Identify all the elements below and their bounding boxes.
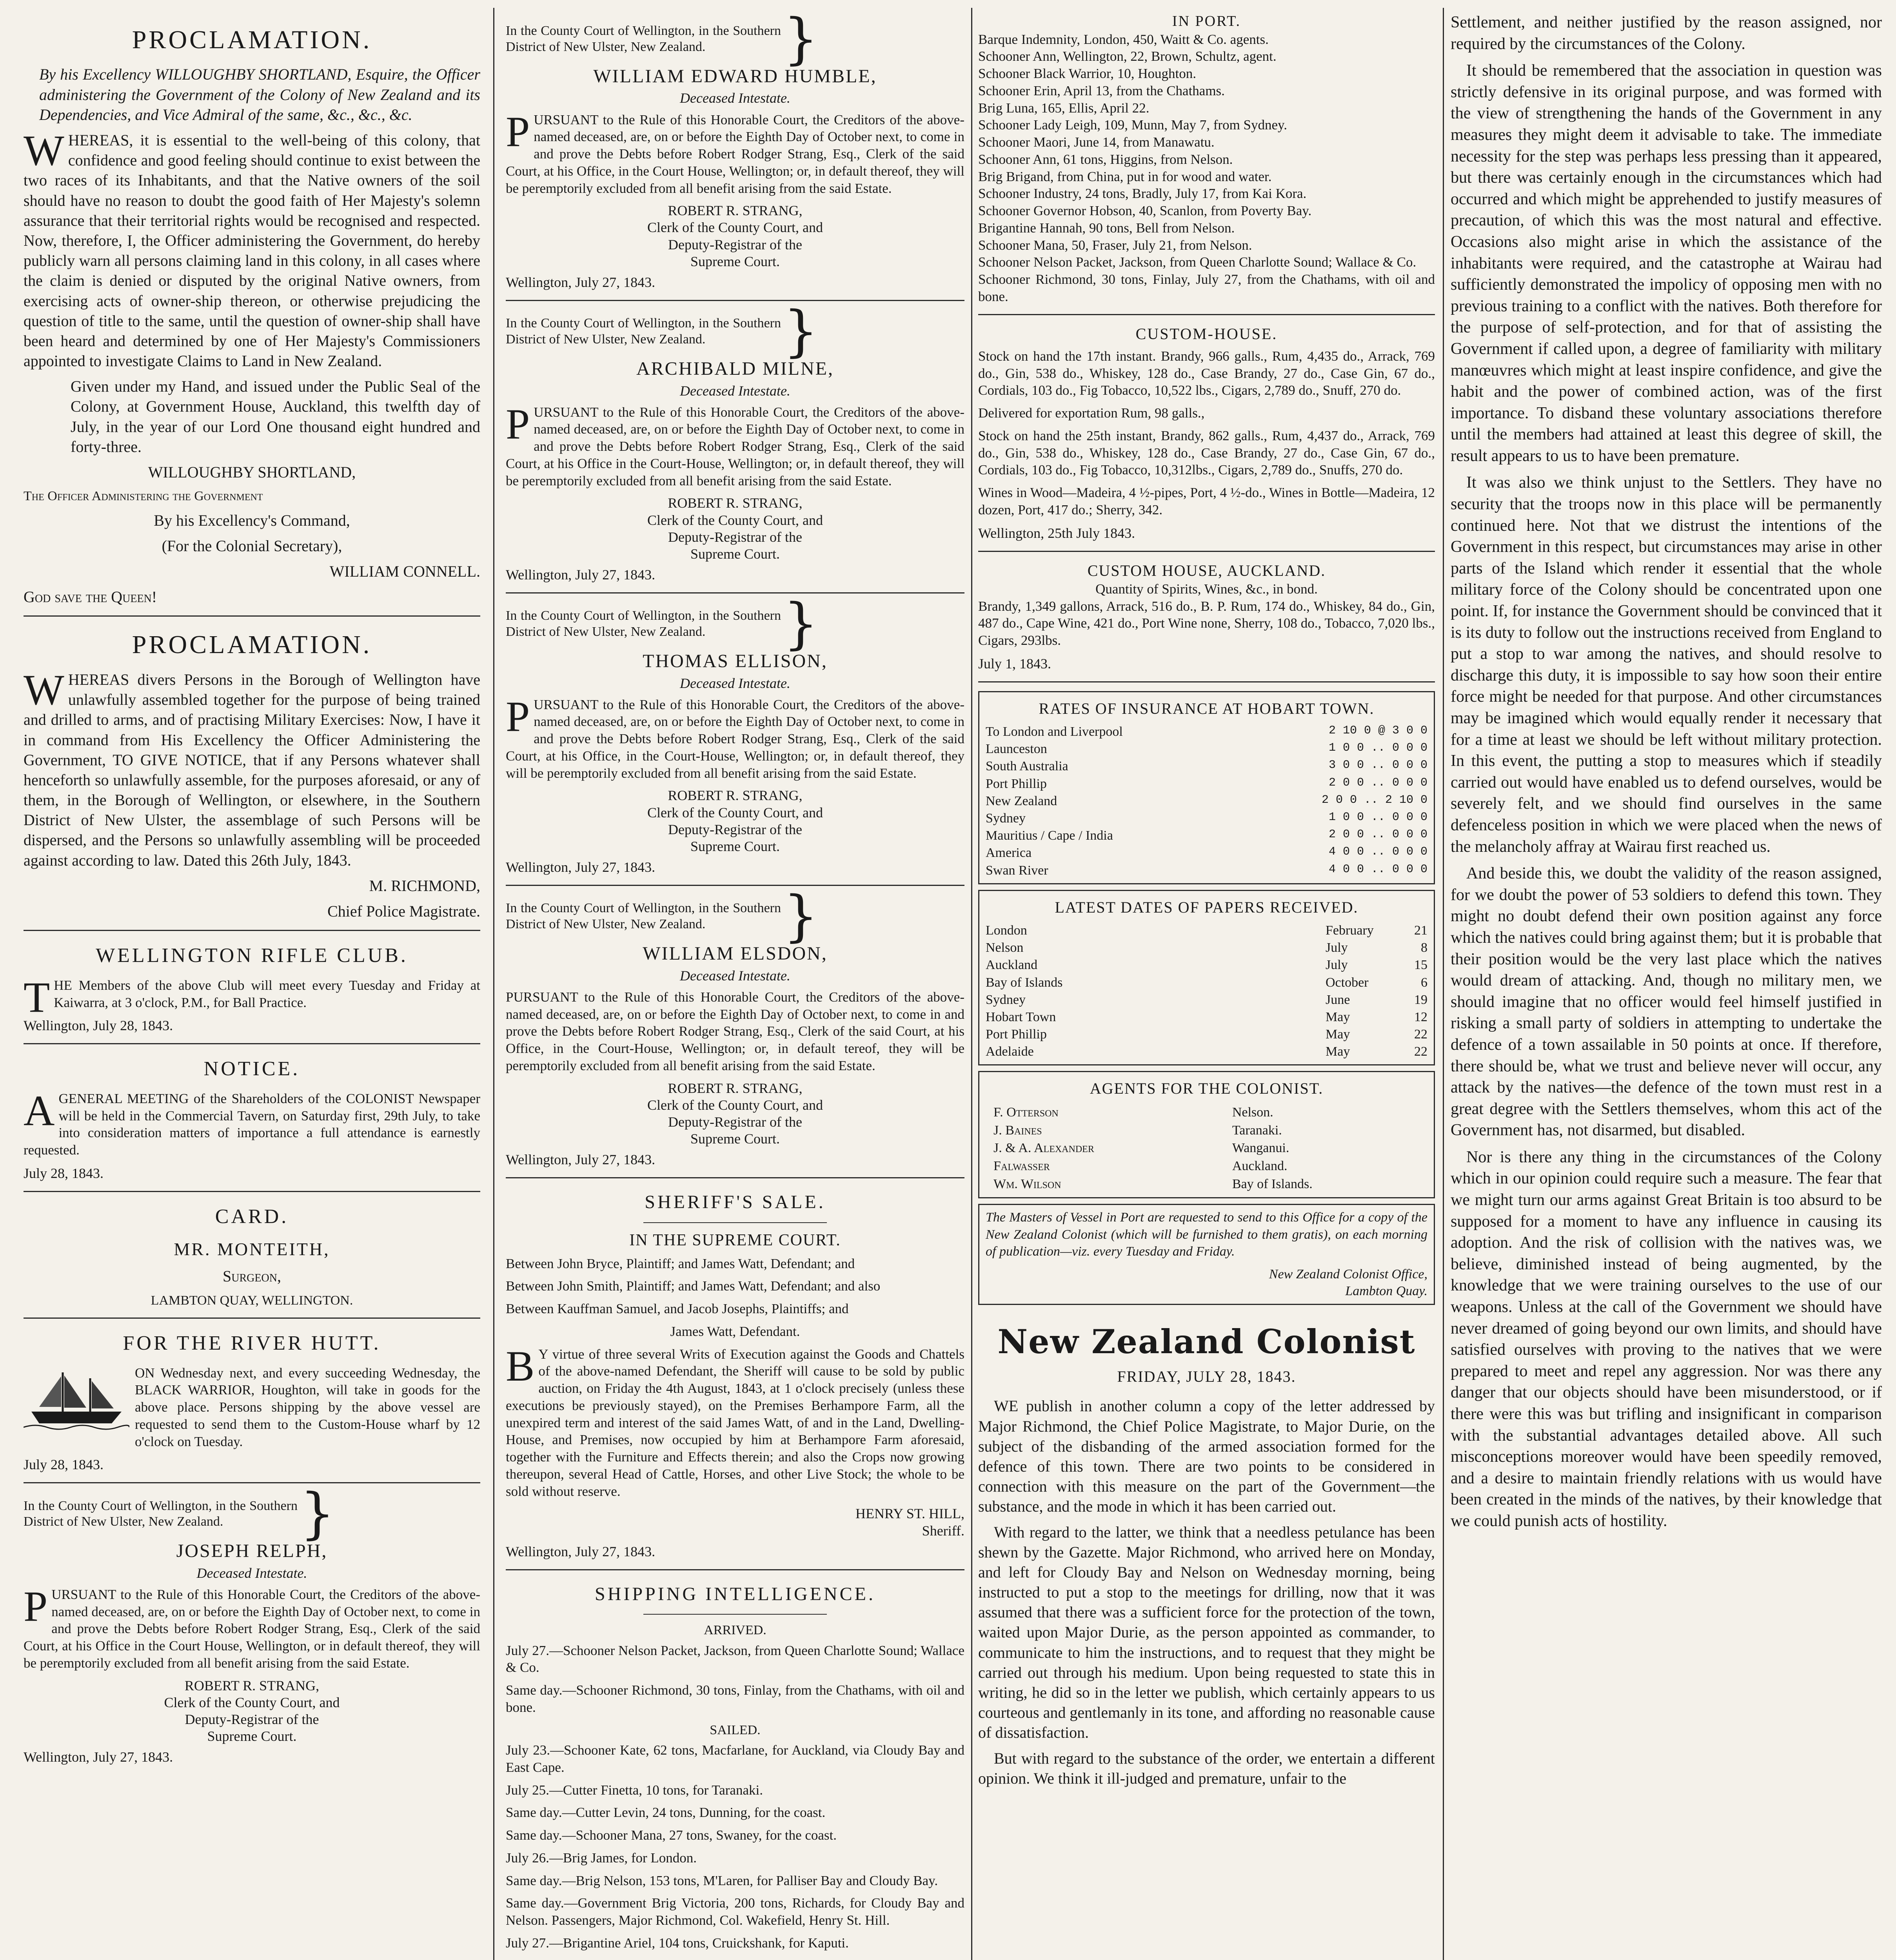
papers-day: 15 xyxy=(1414,958,1427,973)
arrived-heading: ARRIVED. xyxy=(704,1623,766,1638)
agent-name: F. Otterson xyxy=(993,1105,1059,1120)
divider xyxy=(506,300,964,301)
papers-month: July xyxy=(1326,958,1348,973)
agent-row xyxy=(986,1175,1427,1193)
estate-name: THOMAS ELLISON, xyxy=(643,651,828,672)
papers-day: 19 xyxy=(1414,992,1427,1007)
insurance-rate: 2 0 0 .. 0 0 0 xyxy=(1328,776,1427,789)
masters-notice-sig2: Lambton Quay. xyxy=(1345,1284,1427,1299)
shipping-entry: July 25.—Cutter Finetta, 10 tons, for Taranaki. xyxy=(506,1782,763,1798)
divider xyxy=(643,1222,827,1223)
estate-sub: Deceased Intestate. xyxy=(680,383,790,399)
court-text: In the County Court of Wellington, in the Southern District of New Ulster, New Zealand. xyxy=(506,608,781,639)
column-1 xyxy=(24,12,480,1960)
sheriff-sale-title: SHERIFF'S SALE. xyxy=(645,1192,826,1213)
court-text: In the County Court of Wellington, in the Southern District of New Ulster, New Zealand. xyxy=(506,901,781,932)
column-2 xyxy=(506,12,964,1960)
in-port-item: Schooner Maori, June 14, from Manawatu. xyxy=(978,134,1215,150)
divider xyxy=(643,1614,827,1615)
in-port-list xyxy=(978,31,1435,305)
insurance-row xyxy=(986,844,1427,862)
sheriff-case-2: Between John Smith, Plaintiff; and James Watt, Defendant; and also xyxy=(506,1278,881,1294)
custom-house-title: CUSTOM-HOUSE. xyxy=(1135,325,1278,343)
editorial-paragraph: It was also we think unjust to the Settlers. They have no security that the troops now in this place will be permanently continued here. Not that we distrust the intentions of the Government in this respect, but circumstances may arise in other parts of the Island which render it essential that the whole military force of the Colony should be concentrated upon one point. If, for instance the Government should be convinced that it is its duty to follow out the instructions received from England to put a stop to war among the natives, and should resolve to discharge this duty, it is impossible to say how soon their entire force might be needed for that purpose. And other circumstances may be imagined which would equally render it necessary that for a time at least we should be left without military protection. In this event, the putting a stop to measures which if steadily carried out would have enabled us to defend ourselves, would be severely felt, and we should find ourselves in the same defenceless position in which we were placed when the news of the melancholy affray at Wairau first reached us. xyxy=(1451,474,1882,856)
in-port-item: Brigantine Hannah, 90 tons, Bell from Nelson. xyxy=(978,220,1235,236)
masthead: New Zealand Colonist xyxy=(997,1322,1416,1361)
brace-icon: } xyxy=(300,1482,335,1546)
signature xyxy=(506,1080,964,1148)
column-rule-2 xyxy=(971,8,972,1960)
insurance-rate: 3 0 0 .. 0 0 0 xyxy=(1328,759,1427,772)
sailings-list xyxy=(506,1742,964,1952)
agent-name: Wm. Wilson xyxy=(993,1177,1061,1192)
signature-line: Clerk of the County Court, and xyxy=(647,512,823,528)
papers-row xyxy=(986,956,1427,974)
papers-month: July xyxy=(1326,940,1348,955)
proclamation-1-signer: WILLOUGHBY SHORTLAND, xyxy=(148,463,356,481)
river-hutt-title: FOR THE RIVER HUTT. xyxy=(123,1332,381,1355)
brace-icon: } xyxy=(783,884,819,949)
proclamation-1-title: PROCLAMATION. xyxy=(132,25,372,54)
papers-row xyxy=(986,939,1427,956)
insurance-row xyxy=(986,827,1427,844)
signature xyxy=(506,202,964,270)
insurance-rate: 2 0 0 .. 0 0 0 xyxy=(1328,828,1427,842)
signature-line: HENRY ST. HILL, xyxy=(855,1506,964,1522)
insurance-title: RATES OF INSURANCE AT HOBART TOWN. xyxy=(1039,699,1375,717)
proclamation-1-byline: By his Excellency WILLOUGHBY SHORTLAND, Esquire, the Officer administering the Government of the Colony of New Zealand and its Dependencies, and Vice Admiral of the same, &c., &c., &c. xyxy=(39,65,480,123)
proclamation-2-body: WHEREAS divers Persons in the Borough of Wellington have unlawfully assembled together for the purpose of being trained and drilled to arms, and of practising Military Exercises: Now, I have it in command from His Excellency the Officer Administering the Government, TO GIVE NOTICE, that if any Persons whatever shall henceforth so unlawfully assemble, for the purposes aforesaid, or any of them, in the Borough of Wellington, or elsewhere, in the Southern District of New Ulster, the assemblage of such Persons will be dispersed, and the Persons so unlawfully assembling will be proceeded against according to law. Dated this 26th July, 1843. xyxy=(24,666,480,869)
card-name: MR. MONTEITH, xyxy=(174,1239,330,1259)
papers-place: Hobart Town xyxy=(986,1009,1056,1024)
papers-place: London xyxy=(986,923,1027,938)
papers-day: 21 xyxy=(1414,923,1427,938)
in-port-item: Schooner Mana, 50, Fraser, July 21, from Nelson. xyxy=(978,237,1252,253)
divider xyxy=(24,1191,480,1192)
custom-house-date: Wellington, 25th July 1843. xyxy=(978,525,1135,541)
signature-line: Deputy-Registrar of the xyxy=(668,529,802,545)
auckland-custom-sub: Quantity of Spirits, Wines, &c., in bond. xyxy=(1095,581,1318,597)
signature-line: Supreme Court. xyxy=(690,838,780,855)
notice-date: July 28, 1843. xyxy=(24,1165,104,1181)
sheriff-date: Wellington, July 27, 1843. xyxy=(506,1543,656,1559)
proclamation-1-connell: WILLIAM CONNELL. xyxy=(329,563,480,581)
divider xyxy=(978,314,1435,315)
card-place: LAMBTON QUAY, WELLINGTON. xyxy=(151,1293,353,1308)
signature-line: Deputy-Registrar of the xyxy=(185,1711,319,1728)
estate-body: PURSUANT to the Rule of this Honorable Court, the Creditors of the above-named deceased, are, on or before the Eighth Day of October next, to come in and prove the Debts before Robert Rodger Strang, Esq., Clerk of the said Court, at his Office in the Court-House, Wellington; or, in default thereof, they will be peremptorily excluded from all benefit arising from the said Estate. xyxy=(506,400,964,488)
shipping-entry: July 27.—Brigantine Ariel, 104 tons, Cruickshank, for Kaputi. xyxy=(506,1935,849,1951)
estate-sub: Deceased Intestate. xyxy=(196,1565,307,1581)
shipping-entry: Same day.—Schooner Mana, 27 tons, Swaney, for the coast. xyxy=(506,1828,837,1843)
signature xyxy=(506,787,964,855)
papers-month: June xyxy=(1326,992,1350,1007)
in-port-item: Schooner Black Warrior, 10, Houghton. xyxy=(978,66,1197,82)
papers-place: Port Phillip xyxy=(986,1027,1047,1042)
brace-icon: } xyxy=(783,592,819,656)
notice-title: NOTICE. xyxy=(203,1058,300,1080)
card-title: CARD. xyxy=(215,1205,289,1228)
shipping-entry: July 27.—Schooner Nelson Packet, Jackson, from Queen Charlotte Sound; Wallace & Co. xyxy=(506,1642,964,1675)
insurance-dest: South Australia xyxy=(986,759,1068,774)
in-port-item: Schooner Lady Leigh, 109, Munn, May 7, from Sydney. xyxy=(978,117,1288,133)
signature-line: Clerk of the County Court, and xyxy=(647,1097,823,1113)
auckland-custom-date: July 1, 1843. xyxy=(978,655,1052,671)
signature-line: Deputy-Registrar of the xyxy=(668,821,802,837)
agent-row xyxy=(986,1157,1427,1175)
estate-date: Wellington, July 27, 1843. xyxy=(506,859,656,875)
insurance-row xyxy=(986,775,1427,793)
notice-body: AGENERAL MEETING of the Shareholders of the COLONIST Newspaper will be held in the Commercial Tavern, on Saturday first, 29th July, to take into consideration matters of importance a full attendance is earnestly requested. xyxy=(24,1086,480,1158)
estate-body: PURSUANT to the Rule of this Honorable Court, the Creditors of the above-named deceased, are, on or before the Eighth Day of October next, to come in and prove the Debts before Robert Rodger Strang, Esq., Clerk of the said Court, at his Office, in the Court-House, Wellington; or, in default tereof, they will be peremptorily excluded from all benefit arising from the said Estate. xyxy=(506,989,964,1073)
ship-icon xyxy=(24,1365,129,1431)
column-4 xyxy=(1451,12,1882,1960)
card-role: Surgeon, xyxy=(223,1267,281,1285)
sheriff-case-4: James Watt, Defendant. xyxy=(670,1323,800,1339)
papers-place: Bay of Islands xyxy=(986,975,1063,990)
insurance-rate: 1 0 0 .. 0 0 0 xyxy=(1328,811,1427,824)
shipping-entry: July 23.—Schooner Kate, 62 tons, Macfarlane, for Auckland, via Cloudy Bay and East Cape. xyxy=(506,1742,964,1775)
insurance-dest: America xyxy=(986,846,1032,860)
custom-house-p3: Stock on hand the 25th instant, Brandy, 862 galls., Rum, 4,437 do., Arrack, 769 do., Gin, 538 do., Whiskey, 128 do., Case Brandy, 27 do., Case Gin, 67 do., Cordials, 103 do., Fig Tobacco, 10,312lbs., Cigars, 2,789 do., Snuffs, 270 do. xyxy=(978,428,1435,478)
papers-table xyxy=(978,890,1435,1066)
insurance-row xyxy=(986,862,1427,879)
divider xyxy=(24,1318,480,1319)
agents-title: AGENTS FOR THE COLONIST. xyxy=(1090,1080,1324,1098)
proclamation-1-signer-title: The Officer Administering the Government xyxy=(24,489,263,504)
signature-line: Supreme Court. xyxy=(690,546,780,562)
estate-sub: Deceased Intestate. xyxy=(680,967,790,984)
shipping-entry: Same day.—Schooner Richmond, 30 tons, Finlay, from the Chathams, with oil and bone. xyxy=(506,1682,964,1715)
papers-place: Adelaide xyxy=(986,1044,1034,1059)
signature xyxy=(506,495,964,563)
estate-sub: Deceased Intestate. xyxy=(680,675,790,691)
papers-row xyxy=(986,922,1427,939)
editorial-paragraph: Settlement, and neither justified by the reason assigned, nor required by the circumstances of the Colony. xyxy=(1451,13,1882,53)
estate-date: Wellington, July 27, 1843. xyxy=(506,274,656,290)
court-header xyxy=(506,884,964,949)
shipping-title: SHIPPING INTELLIGENCE. xyxy=(595,1583,875,1604)
insurance-dest: Mauritius / Cape / India xyxy=(986,828,1113,843)
agent-row xyxy=(986,1103,1427,1122)
insurance-rate: 2 10 0 @ 3 0 0 xyxy=(1328,724,1427,738)
divider xyxy=(506,592,964,593)
estate-body: PURSUANT to the Rule of this Honorable Court, the Creditors of the above-named deceased, are, on or before the Eighth Day of October next, to come in and prove the Debts before Robert Rodger Strang, Esq., Clerk of the said Court, at his Office, in the Court House, Wellington; or, in default thereof, they will be peremptorily excluded from all benefit arising from the said Estate. xyxy=(506,107,964,196)
divider xyxy=(24,1043,480,1044)
in-port-item: Schooner Ann, Wellington, 22, Brown, Schultz, agent. xyxy=(978,49,1277,64)
estate-date: Wellington, July 27, 1843. xyxy=(24,1749,173,1765)
editorial-paragraph: WE publish in another column a copy of the letter addressed by Major Richmond, the Chief Police Magistrate, to Major Durie, on the subject of the disbanding of the armed association formed for the defence of this town. There are two points to be considered in connection with this measure on the part of the Government—the substance, and the mode in which it has been carried out. xyxy=(978,1397,1435,1515)
estate-date: Wellington, July 27, 1843. xyxy=(506,567,656,583)
shipping-entry: Same day.—Government Brig Victoria, 200 tons, Richards, for Cloudy Bay and Nelson. Passengers, Major Richmond, Col. Wakefield, Henry St. Hill. xyxy=(506,1895,964,1928)
auckland-custom-body: Brandy, 1,349 gallons, Arrack, 516 do., B. P. Rum, 174 do., Whiskey, 84 do., Gin, 487 do., Cape Wine, 421 do., Port Wine none, Sherry, 108 do., Tobacco, 7,020 lbs., Cigars, 293lbs. xyxy=(978,598,1435,648)
insurance-dest: Port Phillip xyxy=(986,776,1047,791)
estate-date: Wellington, July 27, 1843. xyxy=(506,1152,656,1168)
insurance-row xyxy=(986,810,1427,827)
in-port-item: Schooner Richmond, 30 tons, Finlay, July 27, from the Chathams, with oil and bone. xyxy=(978,272,1435,304)
papers-month: May xyxy=(1326,1009,1350,1024)
papers-month: October xyxy=(1326,975,1369,990)
insurance-rate: 2 0 0 .. 2 10 0 xyxy=(1321,793,1427,807)
estate-name: WILLIAM ELSDON, xyxy=(643,943,828,964)
agent-name: J. Baines xyxy=(993,1123,1042,1138)
insurance-dest: Sydney xyxy=(986,811,1026,826)
masters-notice xyxy=(978,1204,1435,1305)
court-header xyxy=(506,299,964,364)
in-port-item: Brig Luna, 165, Ellis, April 22. xyxy=(978,100,1150,116)
insurance-row xyxy=(986,740,1427,758)
sailed-heading: SAILED. xyxy=(710,1722,761,1737)
divider xyxy=(506,1569,964,1570)
divider xyxy=(24,930,480,931)
arrivals-list xyxy=(506,1642,964,1716)
editorial-paragraph: Nor is there any thing in the circumstances of the Colony which in our opinion could require such a measure. The fear that we might turn our arms against Great Britain is too absurd to be supposed for a moment to have any influence in causing its adoption. And the risk of collision with the natives was, we believe, diminished instead of being augmented, by the knowledge that we were training ourselves to the use of our weapons. Unless at the call of the Government we should have never dreamed of going beyond our own limits, and should have satisfied ourselves with proving to the natives that we were prepared to meet and repel any aggression. Nor was there any danger that our objects should have been misunderstood, or if there were this was but trifling and insignificant in comparison with the substantial advantages detailed above. All such misconceptions moreover would have been speedily removed, and a desire to maintain friendly relations with us would have been created in the minds of the natives, by their knowledge that we could punish acts of hostility. xyxy=(1451,1148,1882,1530)
divider xyxy=(24,615,480,617)
insurance-rate: 4 0 0 .. 0 0 0 xyxy=(1328,845,1427,859)
estate-name: WILLIAM EDWARD HUMBLE, xyxy=(593,66,877,87)
agent-row xyxy=(986,1139,1427,1157)
papers-day: 6 xyxy=(1421,975,1427,990)
papers-month: May xyxy=(1326,1027,1350,1042)
in-port-item: Brig Brigand, from China, put in for wood and water. xyxy=(978,169,1272,184)
signature-line: Clerk of the County Court, and xyxy=(647,804,823,820)
papers-day: 22 xyxy=(1414,1044,1427,1059)
papers-row xyxy=(986,974,1427,991)
insurance-table xyxy=(978,691,1435,884)
estate-name: ARCHIBALD MILNE, xyxy=(636,358,834,379)
sheriff-case-3: Between Kauffman Samuel, and Jacob Josephs, Plaintiffs; and xyxy=(506,1301,849,1317)
papers-place: Nelson xyxy=(986,940,1024,955)
signature-line: Clerk of the County Court, and xyxy=(647,220,823,236)
estate-body: PURSUANT to the Rule of this Honorable Court, the Creditors of the above-named deceased, are, on or before the Eighth Day of October next, to come in and prove the Debts before Robert Rodger Strang, Esq., Clerk of the said Court, at his Office, in the Court-House, Wellington; or, in default thereof, they will be peremptorily excluded from all benefit arising from the said Estate. xyxy=(506,692,964,781)
proclamation-1-command: By his Excellency's Command, xyxy=(154,511,350,529)
auckland-custom-title: CUSTOM HOUSE, AUCKLAND. xyxy=(1087,561,1326,579)
agent-place: Nelson. xyxy=(1232,1105,1273,1120)
editorial-paragraph: It should be remembered that the association in question was strictly defensive in its original purpose, and was formed with the view of strengthening the hands of the Government in any measures they might deem it advisable to take. The immediate necessity for the step was perhaps less pressing than it appeared, but there was certainly enough in the circumstances which had occurred and which might be apprehended to justify measures of precaution, of which this was the most natural and effective. Occasions also might arise in which the assistance of the inhabitants were required, and the catastrophe at Wairau had sufficiently demonstrated the impolicy of opposing men with no previous training to a conflict with the natives. Both therefore for the purpose of self-protection, and for that of assisting the Government if called upon, a degree of familiarity with military manœuvres which might at least inspire confidence, and give the habit and the power of combined action, was of the first importance. To disband these voluntary associations therefore until the members had attained at least this degree of skill, the result appears to us to have been premature. xyxy=(1451,62,1882,465)
signature-line: ROBERT R. STRANG, xyxy=(668,1080,803,1096)
proclamation-2-signer-title: Chief Police Magistrate. xyxy=(327,902,480,920)
insurance-row xyxy=(986,793,1427,810)
signature-line: Sheriff. xyxy=(922,1523,964,1539)
shipping-entry: Same day.—Brig Nelson, 153 tons, M'Laren, for Palliser Bay and Cloudy Bay. xyxy=(506,1873,938,1888)
signature-line: Supreme Court. xyxy=(690,1131,780,1147)
custom-house-p4: Wines in Wood—Madeira, 4 ½-pipes, Port, 4 ½-do., Wines in Bottle—Madeira, 12 dozen, Port, 417 do.; Sherry, 342. xyxy=(978,485,1435,517)
papers-day: 12 xyxy=(1414,1009,1427,1024)
court-header xyxy=(24,1482,480,1546)
river-hutt-body: ON Wednesday next, and every succeeding Wednesday, the BLACK WARRIOR, Houghton, will take in goods for the above place. Persons shipping by the above vessel are requested to send them to the Custom-House wharf by 12 o'clock on Tuesday. xyxy=(135,1365,480,1449)
proclamation-1-god-save: God save the Queen! xyxy=(24,588,157,606)
shipping-entry: Same day.—Cutter Levin, 24 tons, Dunning, for the coast. xyxy=(506,1805,826,1820)
brace-icon: } xyxy=(783,12,819,71)
papers-month: May xyxy=(1326,1044,1350,1059)
insurance-rate: 4 0 0 .. 0 0 0 xyxy=(1328,862,1427,876)
brace-icon: } xyxy=(783,299,819,364)
proclamation-2-title: PROCLAMATION. xyxy=(132,630,372,659)
signature-line: ROBERT R. STRANG, xyxy=(184,1677,320,1693)
signature-line: ROBERT R. STRANG, xyxy=(668,203,803,219)
in-port-item: Schooner Governor Hobson, 40, Scanlon, from Poverty Bay. xyxy=(978,203,1312,219)
sheriff-body: BY virtue of three several Writs of Execution against the Goods and Chattels of the above-named Defendant, the Sheriff will cause to be sold by public auction, on Friday the 4th August, 1843, at 1 o'clock precisely (unless these executions be previously stayed), on the Premises Berhampore Farm, all the unexpired term and interest of the said James Watt, of and in the Land, Dwelling-House, and Premises, now occupied by him at Berhampore Farm aforesaid, together with the Furniture and Effects therein; and also the Crops now growing thereupon, several Head of Cattle, Horses, and other Live Stock; the whole to be sold without reserve. xyxy=(506,1342,964,1499)
editorial-paragraph: With regard to the latter, we think that a needless petulance has been shewn by the Gazette. Major Richmond, who arrived here on Monday, and left for Cloudy Bay and Nelson on Wednesday morning, being instructed to put a stop to the meetings for drilling, now that it was assumed that there was a sufficient force for the protection of the town, waited upon Major Durie, as the person appointed as commander, to communicate to him the instructions, and to request that they might be carried out through his medium. Upon being requested to state this in writing, he did so in the letter we publish, which certainly appears to us courteous and gentlemanly in its tone, and affording no reasonable cause of dissatisfaction. xyxy=(978,1523,1435,1742)
column-rule-1 xyxy=(493,8,494,1960)
papers-title: LATEST DATES OF PAPERS RECEIVED. xyxy=(1055,898,1358,916)
insurance-rate: 1 0 0 .. 0 0 0 xyxy=(1328,741,1427,755)
rifle-club-body: THE Members of the above Club will meet every Tuesday and Friday at Kaiwarra, at 3 o'clock, P.M., for Ball Practice. xyxy=(24,973,480,1021)
court-header xyxy=(506,592,964,656)
divider xyxy=(24,1482,480,1483)
in-port-item: Schooner Nelson Packet, Jackson, from Queen Charlotte Sound; Wallace & Co. xyxy=(978,254,1417,270)
estate-sub: Deceased Intestate. xyxy=(680,90,790,106)
column-3 xyxy=(978,12,1435,1960)
insurance-row xyxy=(986,723,1427,740)
signature-line: Supreme Court. xyxy=(690,253,780,269)
river-hutt-date: July 28, 1843. xyxy=(24,1457,104,1473)
in-port-title: IN PORT. xyxy=(1172,13,1241,29)
divider xyxy=(978,681,1435,682)
estate-body: PURSUANT to the Rule of this Honorable Court, the Creditors of the above-named deceased, are, on or before the Eighth Day of October next, to come in and prove the Debts before Robert Rodger Strang, Esq., Clerk of the said Court, at his Office in the Court House, Wellington, or in default thereof, they will be peremptorily excluded from all benefit arising from the said Estate. xyxy=(24,1582,480,1671)
in-port-item: Schooner Erin, April 13, from the Chathams. xyxy=(978,83,1225,98)
divider xyxy=(506,1177,964,1178)
divider xyxy=(506,885,964,886)
signature-line: ROBERT R. STRANG, xyxy=(668,495,803,511)
proclamation-1-for-sec: (For the Colonial Secretary), xyxy=(162,537,342,555)
in-port-item: Schooner Ann, 61 tons, Higgins, from Nelson. xyxy=(978,151,1233,167)
proclamation-2-signer: M. RICHMOND, xyxy=(369,877,480,895)
column-rule-3 xyxy=(1443,8,1444,1960)
in-port-item: Barque Indemnity, London, 450, Waitt & Co. agents. xyxy=(978,31,1269,47)
papers-row xyxy=(986,991,1427,1009)
court-text: In the County Court of Wellington, in the Southern District of New Ulster, New Zealand. xyxy=(506,24,781,54)
papers-place: Sydney xyxy=(986,992,1026,1007)
insurance-dest: Launceston xyxy=(986,742,1047,757)
shipping-entry: July 26.—Brig James, for London. xyxy=(506,1850,697,1866)
agent-place: Wanganui. xyxy=(1232,1141,1289,1156)
agent-name: J. & A. Alexander xyxy=(993,1141,1094,1156)
signature-line: ROBERT R. STRANG, xyxy=(668,788,803,804)
divider xyxy=(978,551,1435,552)
agent-row xyxy=(986,1122,1427,1140)
rifle-club-title: WELLINGTON RIFLE CLUB. xyxy=(96,944,408,967)
agents-table xyxy=(978,1071,1435,1198)
custom-house-p1: Stock on hand the 17th instant. Brandy, 966 galls., Rum, 4,435 do., Arrack, 769 do., Gin, 538 do., Whiskey, 128 do., Case Brandy, 27 do., Case Gin, 67 do., Cordials, 103 do., Fig Tobacco, 10,522 lbs., Cigars, 2,789 do., Snuff, 270 do. xyxy=(978,348,1435,398)
sheriff-case-1: Between John Bryce, Plaintiff; and James Watt, Defendant; and xyxy=(506,1256,855,1271)
agent-place: Bay of Islands. xyxy=(1232,1177,1313,1192)
agent-name: Falwasser xyxy=(993,1159,1050,1174)
papers-day: 8 xyxy=(1421,940,1427,955)
estate-name: JOSEPH RELPH, xyxy=(176,1541,328,1562)
agent-place: Auckland. xyxy=(1232,1159,1288,1174)
signature xyxy=(24,1677,480,1745)
supreme-court-title: IN THE SUPREME COURT. xyxy=(629,1231,841,1249)
court-text: In the County Court of Wellington, in the Southern District of New Ulster, New Zealand. xyxy=(506,316,781,347)
papers-month: February xyxy=(1326,923,1374,938)
editorial-paragraph: But with regard to the substance of the order, we entertain a different opinion. We think it ill-judged and premature, unfair to the xyxy=(978,1749,1435,1787)
signature xyxy=(506,1505,964,1539)
dateline: FRIDAY, JULY 28, 1843. xyxy=(1117,1368,1296,1386)
editorial-paragraph: And beside this, we doubt the validity of the reason assigned, for we doubt the power of 53 soldiers to defend this town. They might no doubt defend their own position against any force which the natives could bring against them; but it is probable that their position would be the very last place which the natives would dream of attacking. And, though no military men, we should imagine that no officer would feel himself justified in risking a small party of soldiers in attempting to undertake the defence of a town assailable in 50 points at once. If therefore, there should be, what we trust and believe never will occur, any attack by the natives—the defence of the town must rest in a great degree with the Settlers themselves, whom this act of the Government has, not disarmed, but disabled. xyxy=(1451,864,1882,1140)
masters-notice-sig1: New Zealand Colonist Office, xyxy=(1269,1267,1427,1281)
insurance-dest: New Zealand xyxy=(986,793,1057,808)
signature-line: Deputy-Registrar of the xyxy=(668,236,802,252)
proclamation-1-body: WHEREAS, it is essential to the well-being of this colony, that confidence and good feeling should continue to exist between the two races of its Inhabitants, and that the Native owners of the soil should have no reason to doubt the good faith of Her Majesty's solemn assurance that their territorial rights would be recognised and respected. Now, therefore, I, the Officer administering the Government, do hereby publicly warn all persons claiming land in this colony, in all cases where the claim is denied or disputed by the original Native owners, from exercising acts of owner-ship thereon, or otherwise prejudicing the question of title to the same, until the question of owner-ship shall have been heard and determined by one of Her Majesty's Commissioners appointed to investigate Claims to Land in New Zealand. xyxy=(24,127,480,370)
signature-line: Deputy-Registrar of the xyxy=(668,1114,802,1130)
papers-row xyxy=(986,1009,1427,1026)
agent-place: Taranaki. xyxy=(1232,1123,1282,1138)
court-text: In the County Court of Wellington, in the Southern District of New Ulster, New Zealand. xyxy=(24,1498,298,1529)
papers-place: Auckland xyxy=(986,958,1038,973)
insurance-dest: Swan River xyxy=(986,863,1048,878)
custom-house-p2: Delivered for exportation Rum, 98 galls., xyxy=(978,405,1205,421)
masters-notice-body: The Masters of Vessel in Port are requested to send to this Office for a copy of the New Zealand Colonist (which will be furnished to them gratis), on each morning of publication—viz. every Tuesday and Friday. xyxy=(986,1210,1427,1259)
signature-line: Supreme Court. xyxy=(207,1728,297,1744)
court-header xyxy=(506,12,964,71)
rifle-club-date: Wellington, July 28, 1843. xyxy=(24,1018,173,1034)
proclamation-1-given: Given under my Hand, and issued under the Public Seal of the Colony, at Government House, Auckland, this twelfth day of July, in the year of our Lord One thousand eight hundred and forty-three. xyxy=(71,377,480,456)
papers-row xyxy=(986,1043,1427,1060)
insurance-dest: To London and Liverpool xyxy=(986,724,1123,739)
papers-day: 22 xyxy=(1414,1027,1427,1042)
in-port-item: Schooner Industry, 24 tons, Bradly, July 17, from Kai Kora. xyxy=(978,186,1307,201)
papers-row xyxy=(986,1026,1427,1043)
signature-line: Clerk of the County Court, and xyxy=(164,1694,340,1710)
insurance-row xyxy=(986,758,1427,775)
